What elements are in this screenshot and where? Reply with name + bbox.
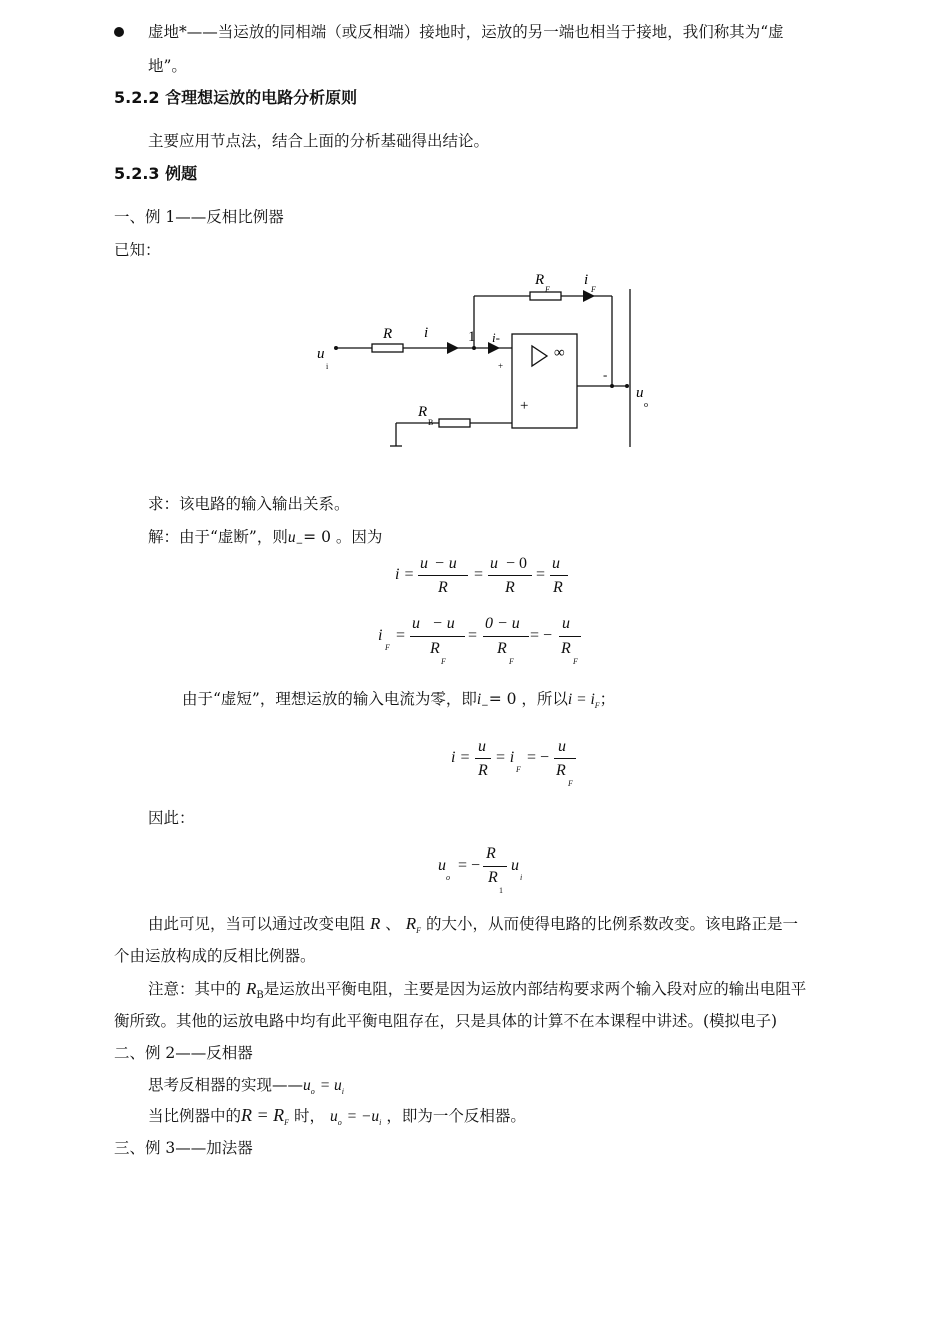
- example2-title: 二、例 2——反相器: [114, 1044, 253, 1062]
- conclusion-text-cont: 个由运放构成的反相比例器。: [114, 947, 316, 965]
- node1-label: 1: [468, 329, 476, 345]
- rb-sub: B: [428, 418, 434, 427]
- virtual-ground-text: 虚地*——当运放的同相端（或反相端）接地时，运放的另一端也相当于接地，我们称其为“虚: [148, 23, 784, 41]
- note-text-cont: 衡所致。其他的运放电路中均有此平衡电阻存在，只是具体的计算不在本课程中讲述。(模拟电子): [114, 1012, 778, 1030]
- solution-line-1: 解：由于“虚断”，则$u_-= 0$ 。因为: [148, 528, 383, 550]
- i-label: i: [424, 325, 429, 341]
- r-label: R: [383, 326, 393, 342]
- plus-label: +: [520, 398, 529, 414]
- uo-label: u: [636, 385, 644, 401]
- rf-sub: F: [545, 285, 550, 294]
- bullet-icon: [114, 27, 124, 37]
- ui-label: u: [317, 346, 325, 362]
- infinity-icon: ∞: [554, 345, 565, 361]
- iminus-label: i-: [492, 330, 500, 345]
- ui-sub: i: [326, 362, 329, 371]
- virtual-ground-text-cont: 地”。: [148, 57, 187, 75]
- small-plus-label: +: [498, 361, 504, 371]
- if-label: i: [584, 272, 589, 288]
- rf-label: R: [535, 272, 545, 288]
- inverting-amplifier-circuit: [300, 262, 660, 462]
- section-heading-523: 5.2.3 例题: [114, 164, 198, 183]
- minus-label: -: [603, 367, 608, 382]
- therefore-label: 因此：: [148, 809, 195, 827]
- example1-title: 一、例 1——反相比例器: [114, 208, 284, 226]
- analysis-principle-text: 主要应用节点法，结合上面的分析基础得出结论。: [148, 132, 490, 150]
- example3-title: 三、例 3——加法器: [114, 1139, 253, 1157]
- inverter-thought-text: 思考反相器的实现$——u_o = u_i$: [148, 1076, 345, 1097]
- given-label: 已知：: [114, 241, 161, 259]
- section-heading-522: 5.2.2 含理想运放的电路分析原则: [114, 88, 358, 107]
- conclusion-text: 由此可见，当可以通过改变电阻 R 、 $R_F$ 的大小，从而使得电路的比例系数改变。该电路正是一: [148, 914, 798, 936]
- if-sub: F: [591, 285, 596, 294]
- solution-line-2: 由于“虚短”，理想运放的输入电流为零，即$i_-= 0$ ，所以$i = i_F$；: [182, 690, 616, 712]
- uo-sub: o: [644, 400, 648, 409]
- rb-label: R: [418, 404, 428, 420]
- inverter-condition-text: 当比例器中的$R = R_F$ 时， $u_o = -u_i$ ，即为一个反相器。: [148, 1105, 526, 1128]
- note-text: 注意：其中的 $R_B$是运放出平衡电阻，主要是因为运放内部结构要求两个输入段对应的输出电阻平: [148, 979, 807, 1002]
- question-text: 求：该电路的输入输出关系。: [148, 495, 350, 513]
